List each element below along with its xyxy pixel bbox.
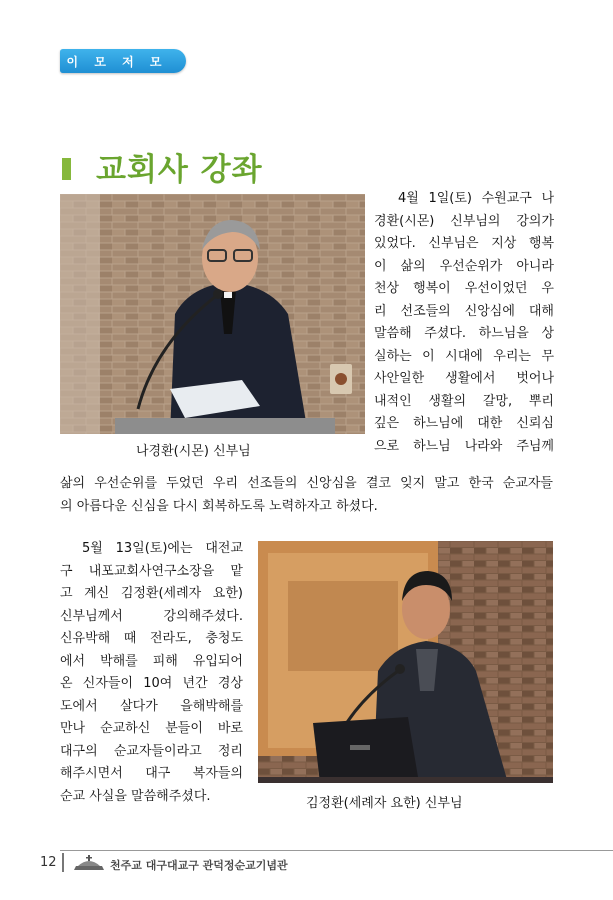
text-line: 해주시면서 대구 복자들의 — [60, 766, 243, 781]
text-line: 5월 13일(토)에는 대전교 — [82, 541, 243, 556]
publication-name: 천주교 대구대교구 관덕정순교기념관 — [110, 859, 288, 872]
text-line: 도에서 살다가 을해박해를 — [60, 698, 243, 714]
text-line: 의 아름다운 신심을 다시 회복하도록 노력하자고 하셨다. — [60, 498, 378, 514]
text-line: 만나 순교하신 분들이 바로 — [60, 721, 243, 736]
church-logo-icon — [72, 855, 106, 875]
section-tab — [60, 49, 186, 73]
article1-continuation — [60, 473, 553, 518]
section-tab-label: 이 모 저 모 — [66, 55, 168, 69]
page-number: 12 — [40, 855, 57, 870]
text-line: 천상 행복이 우선이었던 우 — [374, 281, 554, 296]
article1-column — [374, 188, 554, 458]
text-line: 실하는 이 시대에 우리는 무 — [374, 348, 554, 364]
text-line: 신부님께서 강의해주셨다. — [60, 608, 243, 624]
text-line: 말씀해 주셨다. 하느님을 상 — [374, 326, 554, 341]
photo-caption-2: 김정환(세례자 요한) 신부님 — [306, 796, 463, 811]
text-line: 에서 박해를 피해 유입되어 — [60, 653, 243, 669]
text-line: 신유박해 때 전라도, 충청도 — [60, 631, 243, 646]
text-line: 사안일한 생활에서 벗어나 — [374, 371, 554, 386]
text-line: 경환(시몬) 신부님의 강의가 — [374, 213, 554, 229]
photo-speaker-1 — [60, 194, 365, 434]
page-title: 교회사 강좌 — [96, 152, 263, 188]
text-line: 온 신자들이 10여 년간 경상 — [60, 676, 243, 691]
text-line: 대구의 순교자들이라고 정리 — [60, 743, 243, 759]
text-line: 구 내포교회사연구소장을 맡 — [60, 563, 243, 579]
text-line: 삶의 우선순위를 두었던 우리 선조들의 신앙심을 결코 잊지 말고 한국 순교자들 — [60, 476, 553, 491]
text-line: 리 선조들의 신앙심에 대해 — [374, 303, 554, 319]
photo-caption-1: 나경환(시몬) 신부님 — [136, 444, 251, 459]
footer-divider — [60, 850, 613, 851]
text-line: 있었다. 신부님은 지상 행복 — [374, 236, 554, 251]
text-line: 으로 하느님 나라와 주님께 — [374, 438, 554, 454]
photo-speaker-2 — [258, 541, 553, 783]
text-line: 순교 사실을 말씀해주셨다. — [60, 788, 211, 804]
text-line: 깊은 하느님에 대한 신뢰심 — [374, 416, 554, 431]
article2-column — [60, 538, 243, 808]
title-marker — [62, 158, 71, 180]
text-line: 내적인 생활의 갈망, 뿌리 — [374, 393, 554, 409]
text-line: 고 계신 김정환(세례자 요한) — [60, 586, 243, 601]
text-line: 이 삶의 우선순위가 아니라 — [374, 258, 554, 274]
footer-separator — [62, 853, 64, 872]
text-line: 4월 1일(토) 수원교구 나 — [398, 191, 554, 206]
